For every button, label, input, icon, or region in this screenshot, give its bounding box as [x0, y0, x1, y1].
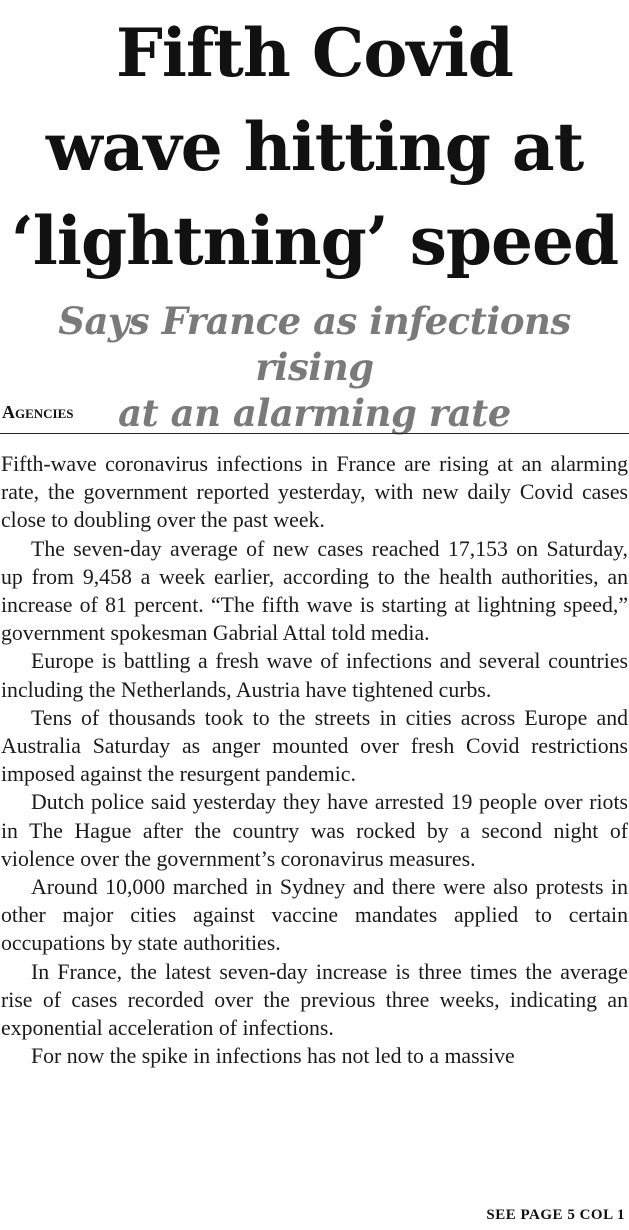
paragraph-5: Dutch police said yesterday they have arrested 19 people over riots in The Hague after the country was rocked by a second night of violence over the government’s coronavirus measures.: [1, 790, 628, 871]
headline-line-2: wave hitting at: [45, 108, 584, 186]
paragraph-4: Tens of thousands took to the streets in cities across Europe and Australia Saturday as anger mounted over fresh Covid restrictions imposed against the resurgent pandemic.: [1, 705, 628, 787]
byline: Agencies: [2, 402, 74, 422]
headline-line-1: Fifth Covid: [116, 14, 513, 92]
paragraph-7: In France, the latest seven-day increase is three times the average rise of cases recorded over the previous three weeks, indicating an exponential acceleration of infections.: [1, 959, 628, 1041]
paragraph-1: Fifth-wave coronavirus infections in France are rising at an alarming rate, the government reported yesterday, with new daily Covid cases close to doubling over the past week.: [1, 452, 628, 533]
headline-line-3: ‘lightning’ speed: [10, 202, 619, 280]
paragraph-8: For now the spike in infections has not led to a massive: [31, 1044, 515, 1069]
headline: [0, 6, 629, 288]
paragraph-2: The seven-day average of new cases reached 17,153 on Saturday, up from 9,458 a week earlier, according to the health authorities, an increase of 81 percent. “The fifth wave is starting at lightning speed,” government spokesman Gabrial Attal told media.: [1, 536, 628, 646]
subheadline-line-1: Says France as infections rising: [58, 299, 571, 389]
byline-rule: [0, 433, 629, 434]
paragraph-3: Europe is battling a fresh wave of infections and several countries including the Netherlands, Austria have tightened curbs.: [1, 649, 628, 702]
paragraph-6: Around 10,000 marched in Sydney and there were also protests in other major cities against vaccine mandates applied to certain occupations by state authorities.: [1, 875, 628, 956]
article-body: [1, 450, 628, 1070]
subheadline: [0, 298, 629, 436]
subheadline-line-2: at an alarming rate: [118, 391, 511, 435]
continuation-jump: SEE PAGE 5 COL 1: [486, 1207, 625, 1223]
